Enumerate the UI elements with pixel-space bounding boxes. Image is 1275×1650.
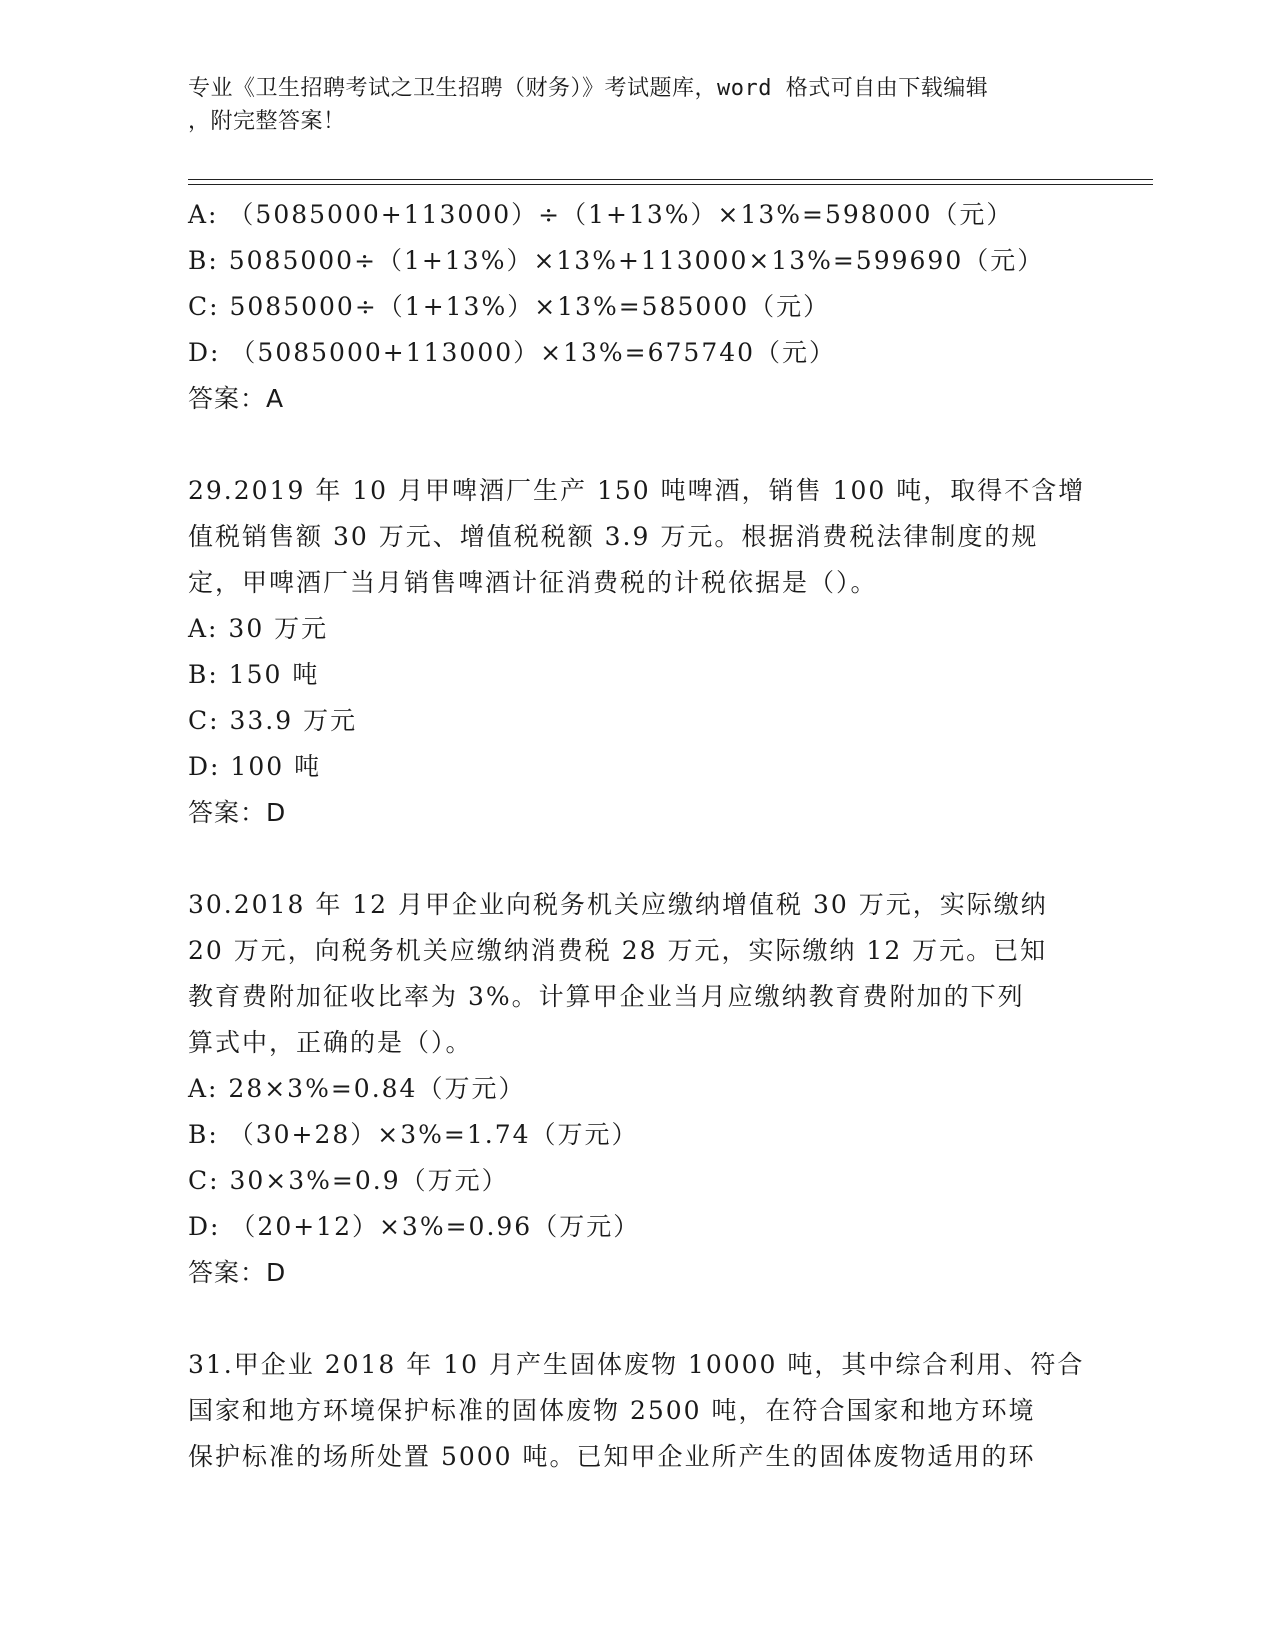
option-c: C: 5085000÷（1+13%）×13%=585000（元） — [188, 292, 831, 321]
option-d: D: 100 吨 — [188, 752, 322, 781]
spacer — [188, 1296, 1088, 1342]
question-text-line: 定，甲啤酒厂当月销售啤酒计征消费税的计税依据是（）。 — [188, 568, 878, 597]
option-d: D: （5085000+113000）×13%=675740（元） — [188, 338, 837, 367]
question-text-line: 保护标准的场所处置 5000 吨。已知甲企业所产生的固体废物适用的环 — [188, 1442, 1036, 1471]
spacer — [188, 422, 1088, 468]
question-30 — [188, 882, 1088, 1296]
answer-line: 答案：D — [188, 1258, 287, 1287]
question-text-line: 教育费附加征收比率为 3%。计算甲企业当月应缴纳教育费附加的下列 — [188, 982, 1025, 1011]
option-a: A: 30 万元 — [188, 614, 329, 643]
header-line-2: ，附完整答案！ — [188, 109, 346, 134]
question-text-line: 国家和地方环境保护标准的固体废物 2500 吨，在符合国家和地方环境 — [188, 1396, 1036, 1425]
spacer — [188, 836, 1088, 882]
header-line-1: 专业《卫生招聘考试之卫生招聘（财务）》考试题库，word 格式可自由下载编辑 — [188, 76, 989, 101]
option-c: C: 33.9 万元 — [188, 706, 358, 735]
option-b: B: 5085000÷（1+13%）×13%+113000×13%=599690（元） — [188, 246, 1045, 275]
question-text-line: 30.2018 年 12 月甲企业向税务机关应缴纳增值税 30 万元，实际缴纳 — [188, 890, 1048, 919]
option-b: B: （30+28）×3%=1.74（万元） — [188, 1120, 639, 1149]
question-text-line: 值税销售额 30 万元、增值税税额 3.9 万元。根据消费税法律制度的规 — [188, 522, 1039, 551]
answer-line: 答案：A — [188, 384, 285, 413]
question-text-line: 31.甲企业 2018 年 10 月产生固体废物 10000 吨，其中综合利用、符合 — [188, 1350, 1085, 1379]
question-31 — [188, 1342, 1088, 1480]
option-d: D: （20+12）×3%=0.96（万元） — [188, 1212, 641, 1241]
header-divider-top — [188, 179, 1153, 180]
answer-line: 答案：D — [188, 798, 287, 827]
question-29 — [188, 468, 1088, 836]
question-text-line: 20 万元，向税务机关应缴纳消费税 28 万元，实际缴纳 12 万元。已知 — [188, 936, 1048, 965]
document-header — [188, 72, 1068, 138]
header-divider-bottom — [188, 184, 1153, 185]
question-text-line: 算式中，正确的是（）。 — [188, 1028, 473, 1057]
option-a: A: （5085000+113000）÷（1+13%）×13%=598000（元） — [188, 200, 1014, 229]
option-a: A: 28×3%=0.84（万元） — [188, 1074, 526, 1103]
option-c: C: 30×3%=0.9（万元） — [188, 1166, 509, 1195]
question-text-line: 29.2019 年 10 月甲啤酒厂生产 150 吨啤酒，销售 100 吨，取得不含增 — [188, 476, 1086, 505]
option-b: B: 150 吨 — [188, 660, 320, 689]
document-body — [188, 192, 1088, 1480]
question-28 — [188, 192, 1088, 422]
